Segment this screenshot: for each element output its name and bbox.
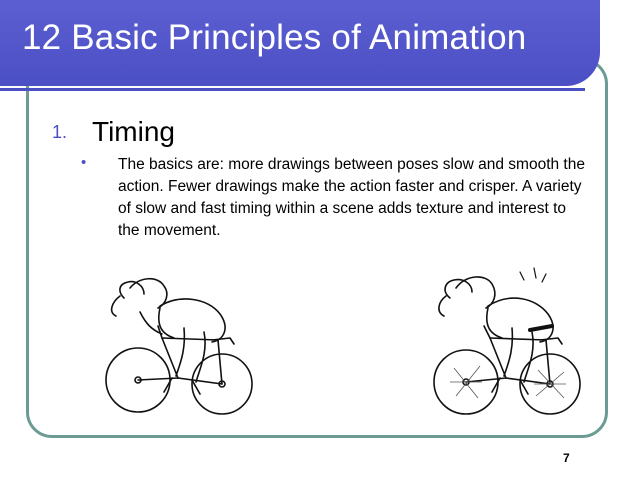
- cyclist-slow-illustration: [100, 268, 260, 438]
- section-heading: Timing: [92, 116, 175, 147]
- list-number: 1.: [52, 122, 68, 142]
- slide-title: 12 Basic Principles of Animation: [22, 18, 527, 57]
- page-number: 7: [563, 451, 570, 465]
- title-bar: [0, 0, 600, 86]
- bullet-icon: •: [81, 154, 87, 171]
- title-underline: [0, 88, 585, 91]
- cyclist-fast-illustration: [430, 268, 590, 438]
- bullet-text: The basics are: more drawings between poses slow and smooth the action. Fewer drawings make the action faster and crisper. A variety of slow and fast timing within a scene adds texture and interest to the movement.: [118, 156, 585, 239]
